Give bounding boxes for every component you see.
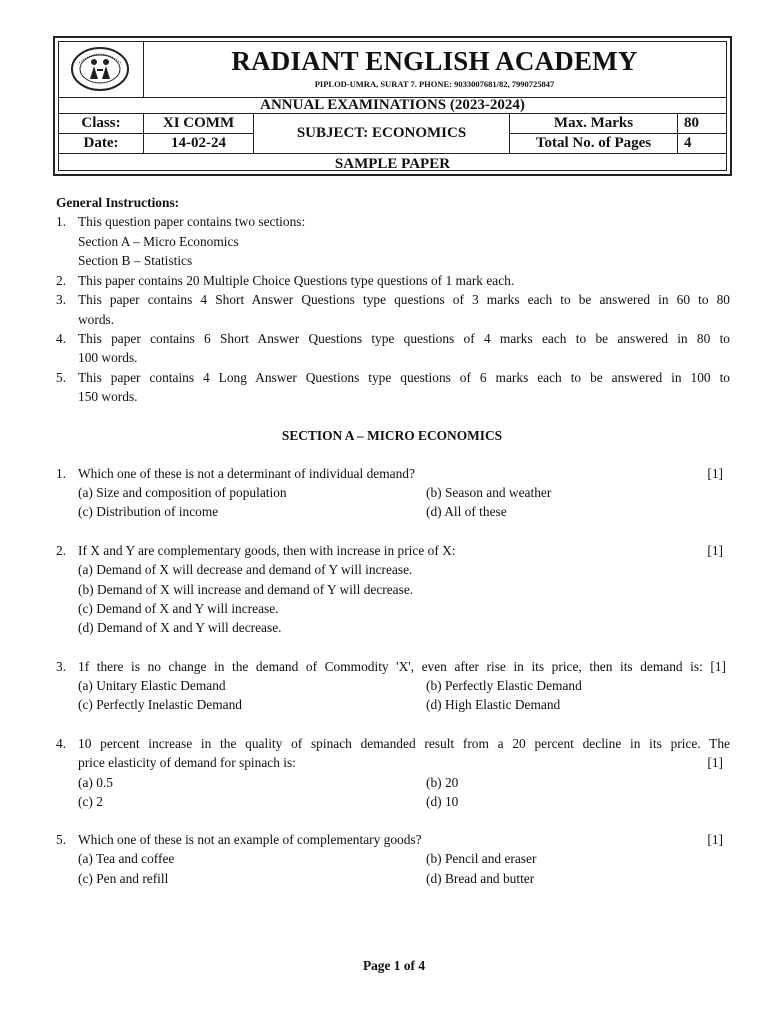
- exam-header: [53, 36, 732, 176]
- instruction-line: Section A – Micro Economics: [78, 234, 239, 249]
- max-marks-label: Max. Marks: [553, 114, 634, 131]
- option-c: (c) Distribution of income: [78, 504, 219, 519]
- instruction-line: 150 words.: [78, 389, 138, 404]
- date-value: 14-02-24: [171, 134, 226, 151]
- instruction-line: Section B – Statistics: [78, 253, 193, 268]
- header-inner-frame: [58, 41, 727, 171]
- question-number: 3.: [56, 659, 67, 674]
- option-d: (d) All of these: [426, 504, 507, 519]
- instruction-number: 3.: [56, 292, 67, 307]
- option-a: (a) 0.5: [78, 775, 113, 790]
- instruction-line: This paper contains 20 Multiple Choice Questions type questions of 1 mark each.: [78, 273, 515, 288]
- subject-label: SUBJECT: ECONOMICS: [296, 124, 467, 141]
- instructions-title: General Instructions:: [56, 195, 180, 210]
- instruction-number: 2.: [56, 273, 67, 288]
- school-name: RADIANT ENGLISH ACADEMY: [231, 46, 638, 76]
- instruction-number: 4.: [56, 331, 67, 346]
- option-b: (b) Demand of X will increase and demand of Y will decrease.: [78, 582, 414, 597]
- instruction-line: This paper contains 6 Short Answer Questions type questions of 4 marks each to be answered in 80 to: [78, 331, 730, 346]
- question-number: 1.: [56, 466, 67, 481]
- instruction-line: This paper contains 4 Short Answer Questions type questions of 3 marks each to be answered in 60 to 80: [78, 292, 730, 307]
- option-b: (b) Perfectly Elastic Demand: [426, 678, 582, 693]
- date-label: Date:: [83, 134, 119, 151]
- option-d: (d) High Elastic Demand: [426, 697, 561, 712]
- option-c: (c) Pen and refill: [78, 871, 169, 886]
- question-text: Which one of these is not an example of complementary goods?: [78, 832, 422, 847]
- paper-type: SAMPLE PAPER: [334, 155, 451, 172]
- question-marks: [1]: [707, 466, 723, 481]
- instruction-line: 100 words.: [78, 350, 138, 365]
- option-a: (a) Demand of X will decrease and demand of Y will increase.: [78, 562, 413, 577]
- option-c: (c) Demand of X and Y will increase.: [78, 601, 279, 616]
- exam-title: ANNUAL EXAMINATIONS (2023-2024): [260, 97, 525, 113]
- option-b: (b) Season and weather: [426, 485, 552, 500]
- question-text: 10 percent increase in the quality of spinach demanded result from a 20 percent decline in its price. The: [78, 736, 730, 751]
- instruction-number: 5.: [56, 370, 67, 385]
- question-text: Which one of these is not a determinant of individual demand?: [78, 466, 415, 481]
- question-number: 5.: [56, 832, 67, 847]
- total-pages-value: 4: [684, 134, 692, 151]
- option-b: (b) Pencil and eraser: [426, 851, 537, 866]
- question-marks: [1]: [707, 543, 723, 558]
- instruction-line: words.: [78, 312, 115, 327]
- instruction-number: 1.: [56, 214, 67, 229]
- instruction-line: This question paper contains two sections:: [78, 214, 306, 229]
- instruction-line: This paper contains 4 Long Answer Questions type questions of 6 marks each to be answered in 100 to: [78, 370, 730, 385]
- question-marks: [1]: [707, 755, 723, 770]
- school-address: PIPLOD-UMRA, SURAT 7. PHONE: 9033007681/82, 7990725847: [314, 79, 555, 89]
- question-text: 1f there is no change in the demand of Commodity 'X', even after rise in its price, then its demand is: [1]: [78, 659, 726, 674]
- option-d: (d) Bread and butter: [426, 871, 535, 886]
- class-value: XI COMM: [162, 114, 235, 131]
- question-number: 2.: [56, 543, 67, 558]
- question-marks: [1]: [707, 832, 723, 847]
- option-b: (b) 20: [426, 775, 459, 790]
- page-number: Page 1 of 4: [362, 958, 426, 973]
- max-marks-value: 80: [684, 114, 699, 131]
- class-label: Class:: [81, 114, 121, 131]
- option-a: (a) Size and composition of population: [78, 485, 287, 500]
- option-c: (c) 2: [78, 794, 103, 809]
- section-title: SECTION A – MICRO ECONOMICS: [281, 428, 503, 443]
- question-text: price elasticity of demand for spinach is:: [78, 755, 296, 770]
- option-a: (a) Tea and coffee: [78, 851, 175, 866]
- option-a: (a) Unitary Elastic Demand: [78, 678, 226, 693]
- option-c: (c) Perfectly Inelastic Demand: [78, 697, 242, 712]
- question-number: 4.: [56, 736, 67, 751]
- option-d: (d) Demand of X and Y will decrease.: [78, 620, 282, 635]
- option-d: (d) 10: [426, 794, 459, 809]
- school-logo-icon: [67, 45, 133, 93]
- total-pages-label: Total No. of Pages: [535, 134, 652, 151]
- question-text: If X and Y are complementary goods, then with increase in price of X:: [78, 543, 456, 558]
